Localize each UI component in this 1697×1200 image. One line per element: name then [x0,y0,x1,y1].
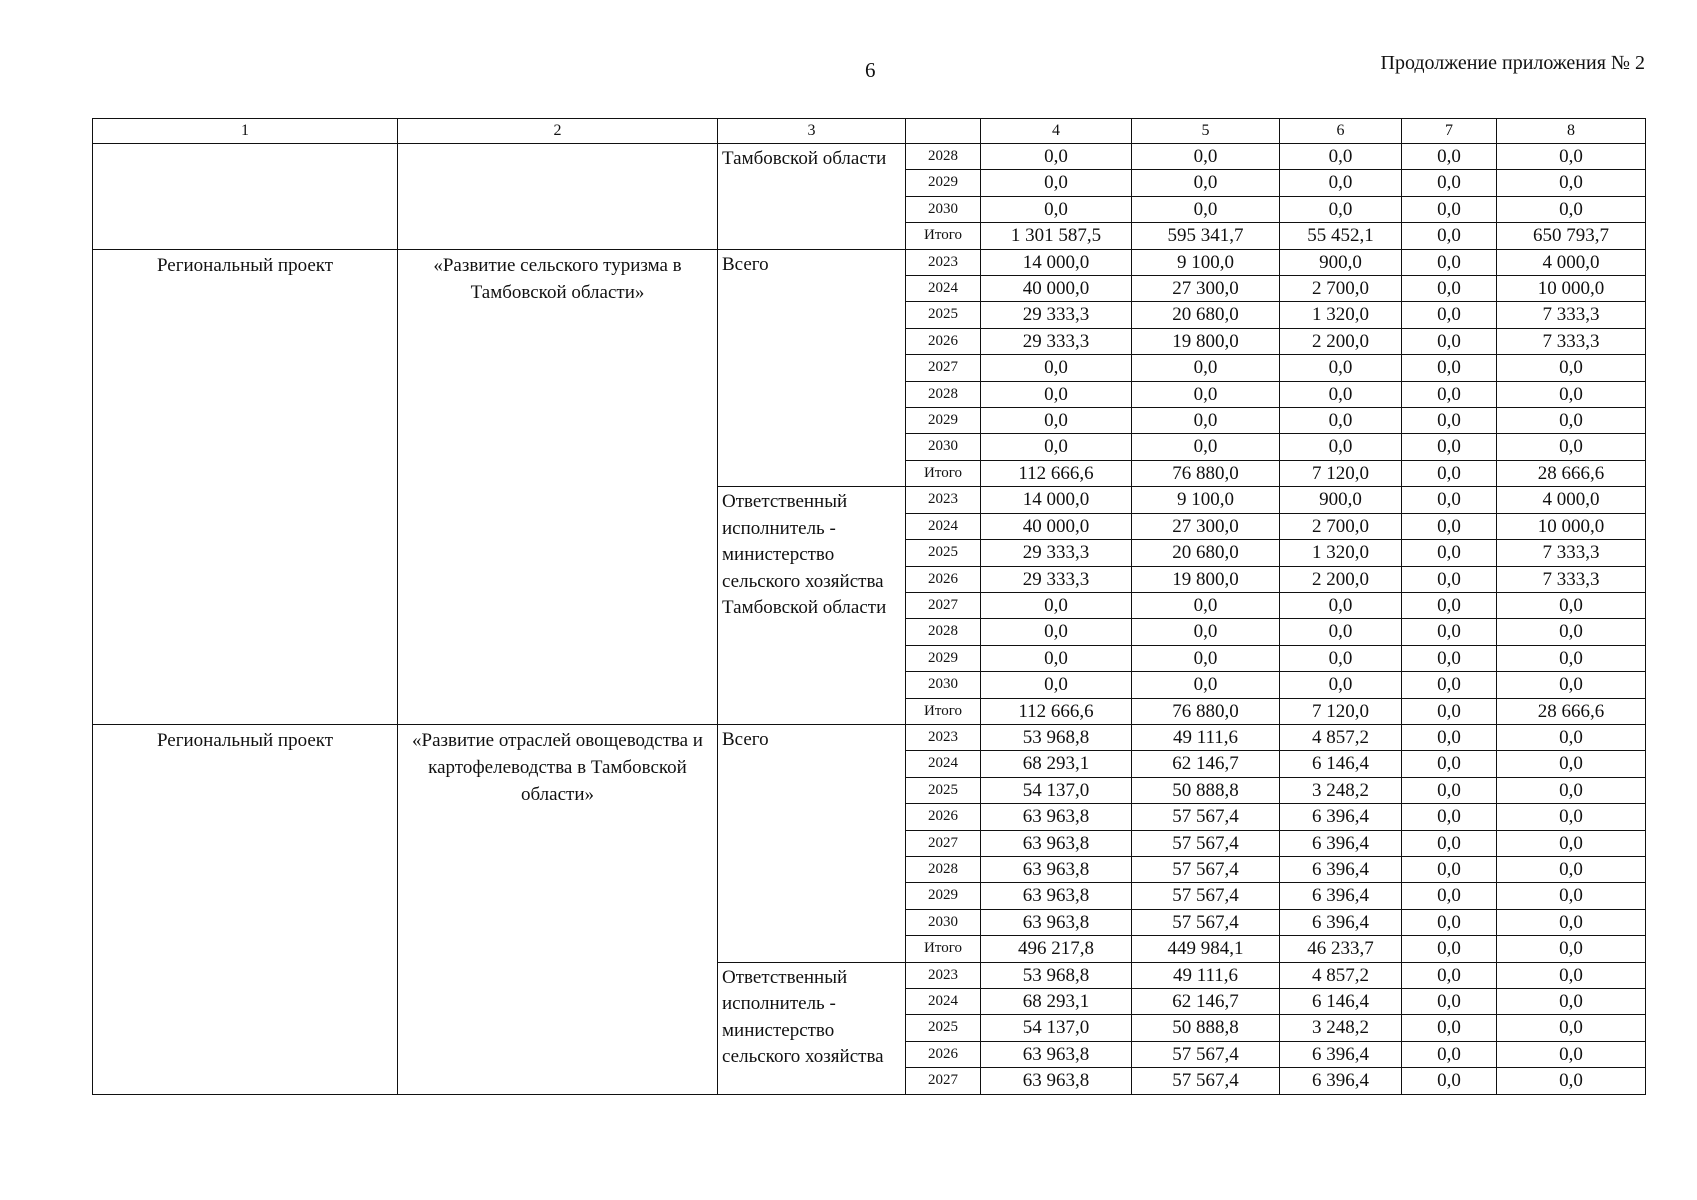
value-cell-v5: 27 300,0 [1132,513,1280,539]
value-cell-v8: 0,0 [1497,1068,1646,1094]
value-cell-v4: 14 000,0 [981,487,1132,513]
value-cell-v5: 0,0 [1132,645,1280,671]
year-cell: 2027 [906,355,981,381]
value-cell-v8: 0,0 [1497,381,1646,407]
value-cell-v7: 0,0 [1402,566,1497,592]
year-cell: 2024 [906,513,981,539]
year-cell: 2026 [906,566,981,592]
value-cell-v4: 63 963,8 [981,1041,1132,1067]
value-cell-v6: 0,0 [1280,619,1402,645]
value-cell-v4: 0,0 [981,434,1132,460]
value-cell-v8: 0,0 [1497,434,1646,460]
value-cell-v7: 0,0 [1402,223,1497,249]
value-cell-v7: 0,0 [1402,276,1497,302]
value-cell-v6: 6 146,4 [1280,989,1402,1015]
value-cell-v6: 2 700,0 [1280,276,1402,302]
value-cell-v5: 27 300,0 [1132,276,1280,302]
value-cell-v6: 6 396,4 [1280,856,1402,882]
value-cell-v4: 63 963,8 [981,883,1132,909]
value-cell-v5: 76 880,0 [1132,698,1280,724]
value-cell-v5: 0,0 [1132,672,1280,698]
year-cell: 2029 [906,408,981,434]
value-cell-v4: 40 000,0 [981,513,1132,539]
value-cell-v5: 20 680,0 [1132,540,1280,566]
value-cell-v7: 0,0 [1402,962,1497,988]
value-cell-v4: 0,0 [981,196,1132,222]
value-cell-v5: 19 800,0 [1132,328,1280,354]
year-cell: Итого [906,936,981,962]
value-cell-v5: 0,0 [1132,434,1280,460]
value-cell-v5: 57 567,4 [1132,804,1280,830]
value-cell-v5: 0,0 [1132,592,1280,618]
value-cell-v8: 4 000,0 [1497,487,1646,513]
value-cell-v5: 0,0 [1132,381,1280,407]
value-cell-v7: 0,0 [1402,830,1497,856]
value-cell-v6: 4 857,2 [1280,962,1402,988]
column-header [906,119,981,144]
value-cell-v4: 1 301 587,5 [981,223,1132,249]
value-cell-v8: 0,0 [1497,804,1646,830]
value-cell-v5: 62 146,7 [1132,751,1280,777]
value-cell-v6: 2 200,0 [1280,328,1402,354]
program-name-cell: «Развитие сельского туризма в Тамбовской области» [398,249,718,724]
column-header: 2 [398,119,718,144]
table-header [93,119,1646,144]
value-cell-v5: 0,0 [1132,408,1280,434]
value-cell-v7: 0,0 [1402,856,1497,882]
value-cell-v7: 0,0 [1402,672,1497,698]
value-cell-v7: 0,0 [1402,751,1497,777]
year-cell: 2024 [906,751,981,777]
value-cell-v7: 0,0 [1402,196,1497,222]
year-cell: 2023 [906,724,981,750]
value-cell-v5: 9 100,0 [1132,249,1280,275]
value-cell-v6: 0,0 [1280,144,1402,170]
page-number: 6 [865,58,876,82]
program-type-cell: Региональный проект [93,249,398,724]
value-cell-v5: 449 984,1 [1132,936,1280,962]
value-cell-v6: 0,0 [1280,196,1402,222]
year-cell: 2029 [906,883,981,909]
value-cell-v5: 76 880,0 [1132,460,1280,486]
value-cell-v5: 57 567,4 [1132,830,1280,856]
funding-source-cell: Всего [718,724,906,962]
column-header: 3 [718,119,906,144]
funding-source-cell: Тамбовской области [718,144,906,250]
value-cell-v8: 0,0 [1497,856,1646,882]
value-cell-v4: 53 968,8 [981,724,1132,750]
value-cell-v4: 29 333,3 [981,540,1132,566]
value-cell-v4: 53 968,8 [981,962,1132,988]
value-cell-v4: 496 217,8 [981,936,1132,962]
value-cell-v4: 63 963,8 [981,804,1132,830]
value-cell-v7: 0,0 [1402,698,1497,724]
value-cell-v4: 29 333,3 [981,566,1132,592]
value-cell-v5: 57 567,4 [1132,883,1280,909]
value-cell-v4: 63 963,8 [981,830,1132,856]
value-cell-v5: 0,0 [1132,619,1280,645]
value-cell-v8: 7 333,3 [1497,540,1646,566]
column-header: 8 [1497,119,1646,144]
value-cell-v8: 4 000,0 [1497,249,1646,275]
value-cell-v6: 6 396,4 [1280,804,1402,830]
value-cell-v4: 0,0 [981,170,1132,196]
value-cell-v4: 112 666,6 [981,698,1132,724]
value-cell-v8: 0,0 [1497,408,1646,434]
value-cell-v8: 0,0 [1497,672,1646,698]
value-cell-v7: 0,0 [1402,434,1497,460]
funding-source-cell: Всего [718,249,906,487]
value-cell-v5: 20 680,0 [1132,302,1280,328]
year-cell: 2027 [906,1068,981,1094]
table-body [93,144,1646,1095]
year-cell: 2023 [906,962,981,988]
value-cell-v4: 54 137,0 [981,1015,1132,1041]
year-cell: 2030 [906,672,981,698]
value-cell-v5: 595 341,7 [1132,223,1280,249]
funding-source-cell: Ответственный исполнитель - министерство сельского хозяйства [718,962,906,1094]
value-cell-v5: 0,0 [1132,355,1280,381]
year-cell: 2025 [906,1015,981,1041]
value-cell-v6: 0,0 [1280,381,1402,407]
year-cell: 2028 [906,144,981,170]
value-cell-v4: 40 000,0 [981,276,1132,302]
value-cell-v6: 6 396,4 [1280,830,1402,856]
value-cell-v5: 0,0 [1132,170,1280,196]
value-cell-v5: 62 146,7 [1132,989,1280,1015]
value-cell-v6: 900,0 [1280,487,1402,513]
value-cell-v7: 0,0 [1402,540,1497,566]
value-cell-v8: 0,0 [1497,619,1646,645]
column-number-row [93,119,1646,144]
value-cell-v7: 0,0 [1402,328,1497,354]
value-cell-v6: 6 396,4 [1280,909,1402,935]
value-cell-v4: 29 333,3 [981,302,1132,328]
value-cell-v7: 0,0 [1402,1068,1497,1094]
value-cell-v8: 0,0 [1497,724,1646,750]
year-cell: 2030 [906,909,981,935]
appendix-continuation-header: Продолжение приложения № 2 [1380,52,1645,74]
program-name-cell: «Развитие отраслей овощеводства и картофелеводства в Тамбовской области» [398,724,718,1094]
value-cell-v7: 0,0 [1402,989,1497,1015]
value-cell-v7: 0,0 [1402,408,1497,434]
funding-source-cell: Ответственный исполнитель - министерство сельского хозяйства Тамбовской области [718,487,906,725]
value-cell-v8: 10 000,0 [1497,513,1646,539]
value-cell-v7: 0,0 [1402,460,1497,486]
year-cell: 2027 [906,830,981,856]
value-cell-v4: 63 963,8 [981,909,1132,935]
value-cell-v5: 9 100,0 [1132,487,1280,513]
value-cell-v4: 29 333,3 [981,328,1132,354]
value-cell-v7: 0,0 [1402,804,1497,830]
value-cell-v6: 1 320,0 [1280,540,1402,566]
value-cell-v7: 0,0 [1402,1015,1497,1041]
value-cell-v8: 0,0 [1497,1015,1646,1041]
value-cell-v7: 0,0 [1402,170,1497,196]
value-cell-v6: 1 320,0 [1280,302,1402,328]
year-cell: 2025 [906,540,981,566]
value-cell-v8: 7 333,3 [1497,566,1646,592]
value-cell-v6: 3 248,2 [1280,777,1402,803]
year-cell: 2026 [906,804,981,830]
value-cell-v8: 0,0 [1497,592,1646,618]
column-header: 4 [981,119,1132,144]
table-row [93,249,1646,275]
value-cell-v4: 112 666,6 [981,460,1132,486]
budget-table [92,118,1646,1095]
value-cell-v6: 55 452,1 [1280,223,1402,249]
value-cell-v7: 0,0 [1402,1041,1497,1067]
value-cell-v8: 0,0 [1497,144,1646,170]
value-cell-v7: 0,0 [1402,302,1497,328]
value-cell-v4: 0,0 [981,645,1132,671]
year-cell: 2025 [906,777,981,803]
value-cell-v5: 0,0 [1132,144,1280,170]
value-cell-v6: 0,0 [1280,672,1402,698]
value-cell-v6: 4 857,2 [1280,724,1402,750]
value-cell-v6: 3 248,2 [1280,1015,1402,1041]
year-cell: 2023 [906,487,981,513]
value-cell-v4: 0,0 [981,355,1132,381]
value-cell-v6: 6 396,4 [1280,883,1402,909]
column-header: 6 [1280,119,1402,144]
value-cell-v8: 0,0 [1497,196,1646,222]
year-cell: 2030 [906,434,981,460]
value-cell-v8: 0,0 [1497,936,1646,962]
program-name-cell [398,144,718,250]
year-cell: 2023 [906,249,981,275]
value-cell-v8: 0,0 [1497,170,1646,196]
value-cell-v7: 0,0 [1402,883,1497,909]
value-cell-v6: 0,0 [1280,408,1402,434]
year-cell: 2024 [906,989,981,1015]
value-cell-v5: 57 567,4 [1132,1041,1280,1067]
table-row [93,724,1646,750]
value-cell-v4: 0,0 [981,408,1132,434]
value-cell-v6: 0,0 [1280,355,1402,381]
program-type-cell: Региональный проект [93,724,398,1094]
value-cell-v6: 7 120,0 [1280,460,1402,486]
value-cell-v7: 0,0 [1402,487,1497,513]
column-header: 1 [93,119,398,144]
value-cell-v6: 0,0 [1280,645,1402,671]
value-cell-v8: 28 666,6 [1497,698,1646,724]
value-cell-v4: 14 000,0 [981,249,1132,275]
value-cell-v4: 63 963,8 [981,1068,1132,1094]
value-cell-v7: 0,0 [1402,249,1497,275]
value-cell-v8: 7 333,3 [1497,328,1646,354]
year-cell: Итого [906,460,981,486]
value-cell-v4: 0,0 [981,619,1132,645]
value-cell-v7: 0,0 [1402,936,1497,962]
year-cell: 2028 [906,619,981,645]
value-cell-v8: 10 000,0 [1497,276,1646,302]
value-cell-v8: 0,0 [1497,883,1646,909]
value-cell-v7: 0,0 [1402,513,1497,539]
value-cell-v4: 0,0 [981,381,1132,407]
year-cell: 2028 [906,381,981,407]
value-cell-v5: 19 800,0 [1132,566,1280,592]
value-cell-v7: 0,0 [1402,777,1497,803]
value-cell-v7: 0,0 [1402,724,1497,750]
value-cell-v8: 0,0 [1497,830,1646,856]
value-cell-v8: 0,0 [1497,751,1646,777]
year-cell: 2030 [906,196,981,222]
value-cell-v6: 6 396,4 [1280,1041,1402,1067]
value-cell-v6: 46 233,7 [1280,936,1402,962]
value-cell-v7: 0,0 [1402,381,1497,407]
value-cell-v5: 57 567,4 [1132,1068,1280,1094]
year-cell: 2029 [906,170,981,196]
value-cell-v5: 50 888,8 [1132,1015,1280,1041]
value-cell-v5: 50 888,8 [1132,777,1280,803]
value-cell-v4: 68 293,1 [981,989,1132,1015]
value-cell-v6: 6 146,4 [1280,751,1402,777]
column-header: 5 [1132,119,1280,144]
value-cell-v4: 0,0 [981,144,1132,170]
year-cell: 2024 [906,276,981,302]
year-cell: Итого [906,223,981,249]
value-cell-v7: 0,0 [1402,909,1497,935]
value-cell-v6: 6 396,4 [1280,1068,1402,1094]
value-cell-v4: 63 963,8 [981,856,1132,882]
value-cell-v4: 68 293,1 [981,751,1132,777]
value-cell-v6: 0,0 [1280,170,1402,196]
value-cell-v5: 57 567,4 [1132,856,1280,882]
program-type-cell [93,144,398,250]
value-cell-v6: 900,0 [1280,249,1402,275]
value-cell-v8: 0,0 [1497,645,1646,671]
value-cell-v7: 0,0 [1402,355,1497,381]
value-cell-v7: 0,0 [1402,619,1497,645]
year-cell: 2029 [906,645,981,671]
value-cell-v8: 0,0 [1497,989,1646,1015]
year-cell: 2026 [906,1041,981,1067]
value-cell-v8: 0,0 [1497,909,1646,935]
value-cell-v6: 2 700,0 [1280,513,1402,539]
value-cell-v8: 0,0 [1497,1041,1646,1067]
year-cell: 2027 [906,592,981,618]
value-cell-v6: 7 120,0 [1280,698,1402,724]
year-cell: 2028 [906,856,981,882]
value-cell-v6: 0,0 [1280,434,1402,460]
table-row [93,144,1646,170]
year-cell: 2026 [906,328,981,354]
value-cell-v8: 0,0 [1497,777,1646,803]
value-cell-v8: 0,0 [1497,355,1646,381]
year-cell: 2025 [906,302,981,328]
value-cell-v6: 2 200,0 [1280,566,1402,592]
value-cell-v4: 0,0 [981,672,1132,698]
value-cell-v4: 54 137,0 [981,777,1132,803]
value-cell-v8: 28 666,6 [1497,460,1646,486]
value-cell-v7: 0,0 [1402,592,1497,618]
value-cell-v7: 0,0 [1402,645,1497,671]
value-cell-v5: 49 111,6 [1132,724,1280,750]
value-cell-v8: 7 333,3 [1497,302,1646,328]
value-cell-v6: 0,0 [1280,592,1402,618]
value-cell-v4: 0,0 [981,592,1132,618]
column-header: 7 [1402,119,1497,144]
value-cell-v8: 650 793,7 [1497,223,1646,249]
value-cell-v8: 0,0 [1497,962,1646,988]
value-cell-v5: 0,0 [1132,196,1280,222]
year-cell: Итого [906,698,981,724]
value-cell-v5: 57 567,4 [1132,909,1280,935]
value-cell-v7: 0,0 [1402,144,1497,170]
value-cell-v5: 49 111,6 [1132,962,1280,988]
